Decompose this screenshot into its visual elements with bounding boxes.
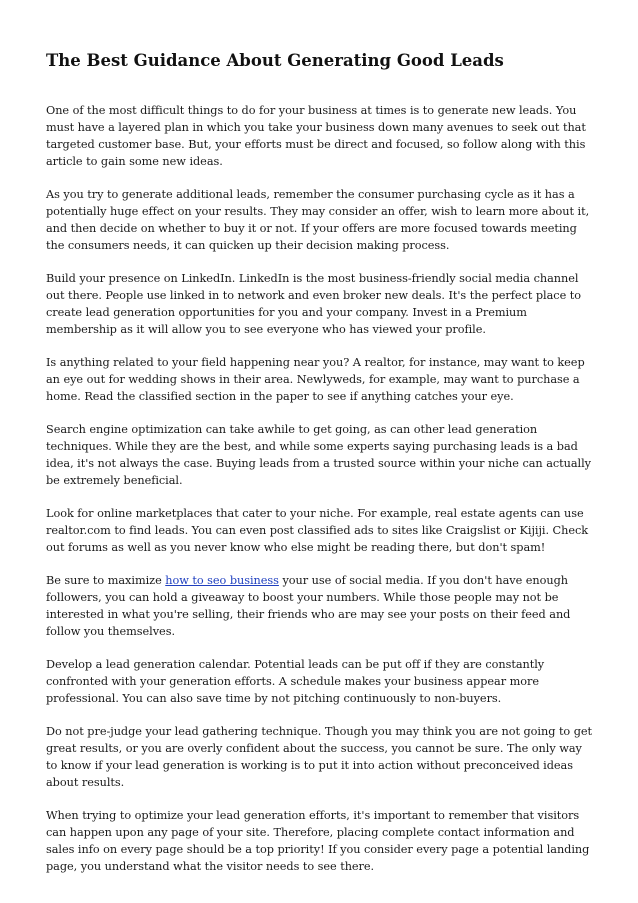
paragraph-purchasing-cycle: As you try to generate additional leads, remember the consumer purchasing cycle as it has a potentially huge effect on your results. They may consider an offer, wish to learn more about it, and then decide on whether to buy it or not. If your offers are more focused towards meeting the consumers needs, it can quicken up their decision making process. <box>46 188 590 252</box>
paragraph-local-events: Is anything related to your field happening near you? A realtor, for instance, may want to keep an eye out for wedding shows in their area. Newlyweds, for example, may want to purchase a home. Read the classified section in the paper to see if anything catches your eye. <box>46 356 585 403</box>
paragraph-social-media-before: Be sure to maximize <box>46 574 166 587</box>
paragraph-social-media-after: your use of social media. If you don't have enough followers, you can hold a giveaway to boost your numbers. While those people may not be interested in what you're selling, their friends who are may see your posts on their feed and follow you themselves. <box>46 574 571 638</box>
document-title: The Best Guidance About Generating Good Leads <box>46 51 504 70</box>
paragraph-calendar: Develop a lead generation calendar. Potential leads can be put off if they are constantly confronted with your generation efforts. A schedule makes your business appear more professional. You can also save time by not pitching continuously to non-buyers. <box>46 658 545 705</box>
paragraph-seo: Search engine optimization can take awhile to get going, as can other lead generation techniques. While they are the best, and while some experts saying purchasing leads is a bad idea, it's not always the case. Buying leads from a trusted source within your niche can actually be extremely beneficial. <box>46 423 592 487</box>
paragraph-social-media <box>46 572 594 640</box>
document-page <box>46 50 594 891</box>
seo-business-link[interactable]: how to seo business <box>165 574 279 587</box>
paragraph-linkedin: Build your presence on LinkedIn. LinkedIn is the most business-friendly social media channel out there. People use linked in to network and even broker new deals. It's the perfect place to create lead generation opportunities for you and your company. Invest in a Premium membership as it will allow you to see everyone who has viewed your profile. <box>46 272 581 336</box>
paragraph-prejudge: Do not pre-judge your lead gathering technique. Though you may think you are not going to get great results, or you are overly confident about the success, you cannot be sure. The only way to know if your lead generation is working is to put it into action without preconceived ideas about results. <box>46 725 593 789</box>
paragraph-intro: One of the most difficult things to do for your business at times is to generate new leads. You must have a layered plan in which you take your business down many avenues to seek out that targeted customer base. But, your efforts must be direct and focused, so follow along with this article to gain some new ideas. <box>46 104 586 168</box>
paragraph-marketplaces: Look for online marketplaces that cater to your niche. For example, real estate agents can use realtor.com to find leads. You can even post classified ads to sites like Craigslist or Kijiji. Check out forums as well as you never know who else might be reading there, but don't spam! <box>46 507 589 554</box>
paragraph-optimize: When trying to optimize your lead generation efforts, it's important to remember that visitors can happen upon any page of your site. Therefore, placing complete contact information and sales info on every page should be a top priority! If you consider every page a potential landing page, you understand what the visitor needs to see there. <box>46 809 590 873</box>
